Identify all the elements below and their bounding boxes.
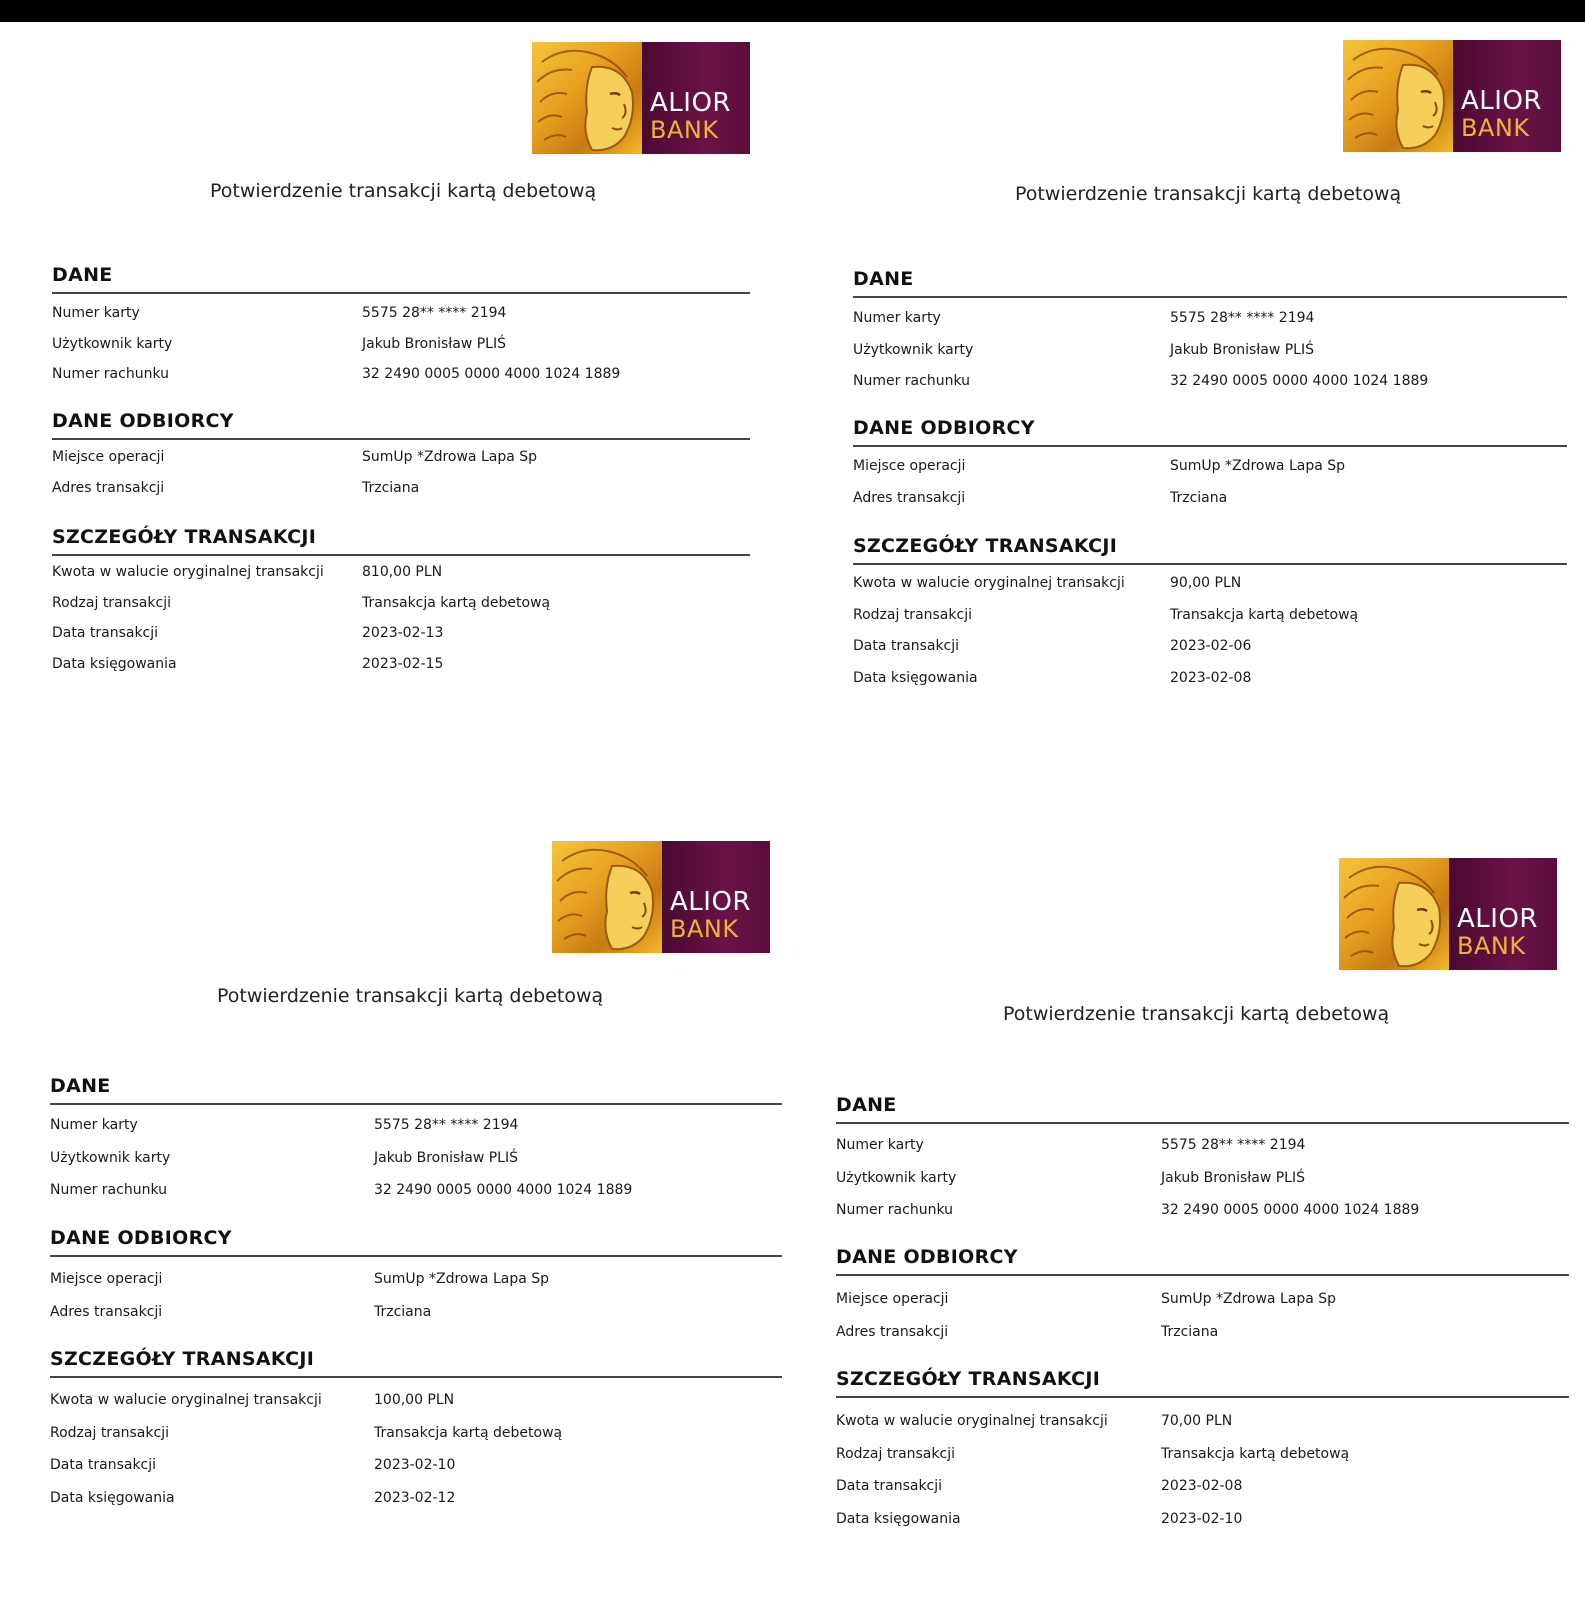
section-divider bbox=[836, 1122, 1569, 1124]
field-label: Miejsce operacji bbox=[853, 458, 966, 474]
field-label: Użytkownik karty bbox=[50, 1149, 171, 1166]
alior-bank-logo bbox=[552, 841, 770, 953]
field-label: Numer rachunku bbox=[52, 366, 170, 382]
section-divider bbox=[836, 1274, 1569, 1276]
field-label: Numer karty bbox=[853, 310, 941, 326]
field-value: SumUp *Zdrowa Lapa Sp bbox=[1170, 458, 1346, 474]
section-heading: DANE ODBIORCY bbox=[50, 1227, 232, 1249]
section-heading: DANE bbox=[50, 1075, 111, 1097]
field-value: 810,00 PLN bbox=[362, 564, 443, 580]
field-label: Rodzaj transakcji bbox=[50, 1424, 169, 1441]
field-value: 2023-02-15 bbox=[362, 655, 444, 672]
field-label: Rodzaj transakcji bbox=[853, 606, 972, 623]
field-label: Numer rachunku bbox=[836, 1202, 954, 1218]
field-value: 2023-02-12 bbox=[374, 1489, 456, 1506]
receipt-title: Potwierdzenie transakcji kartą debetową bbox=[217, 985, 604, 1007]
section-heading: SZCZEGÓŁY TRANSAKCJI bbox=[853, 535, 1118, 557]
field-label: Numer karty bbox=[50, 1117, 138, 1133]
field-label: Kwota w walucie oryginalnej transakcji bbox=[836, 1413, 1108, 1429]
field-value: SumUp *Zdrowa Lapa Sp bbox=[374, 1271, 550, 1287]
top-black-bar bbox=[0, 0, 1585, 22]
field-label: Data księgowania bbox=[836, 1510, 961, 1527]
field-label: Numer rachunku bbox=[853, 373, 971, 389]
field-label: Data księgowania bbox=[52, 655, 177, 672]
field-label: Data transakcji bbox=[853, 638, 960, 654]
field-value: Transakcja kartą debetową bbox=[362, 594, 551, 611]
field-value: 5575 28** **** 2194 bbox=[1161, 1137, 1306, 1153]
logo-word-alior: ALIOR bbox=[670, 887, 751, 917]
alior-bank-logo bbox=[532, 42, 750, 154]
field-value: Trzciana bbox=[1170, 489, 1228, 506]
receipt-title: Potwierdzenie transakcji kartą debetową bbox=[1003, 1003, 1390, 1025]
field-value: 32 2490 0005 0000 4000 1024 1889 bbox=[374, 1182, 633, 1198]
logo-word-alior: ALIOR bbox=[650, 88, 731, 118]
receipt-title: Potwierdzenie transakcji kartą debetową bbox=[1015, 183, 1402, 205]
logo-word-bank: BANK bbox=[1461, 114, 1530, 142]
section-divider bbox=[50, 1103, 782, 1105]
section-heading: SZCZEGÓŁY TRANSAKCJI bbox=[52, 526, 317, 548]
field-label: Miejsce operacji bbox=[836, 1291, 949, 1307]
field-value: Trzciana bbox=[362, 479, 420, 496]
field-value: 5575 28** **** 2194 bbox=[1170, 310, 1315, 326]
field-label: Data księgowania bbox=[853, 669, 978, 686]
field-label: Data transakcji bbox=[50, 1457, 157, 1473]
field-label: Adres transakcji bbox=[836, 1323, 949, 1340]
logo-word-alior: ALIOR bbox=[1461, 86, 1542, 116]
field-value: Jakub Bronisław PLIŚ bbox=[362, 335, 506, 352]
field-label: Użytkownik karty bbox=[52, 335, 173, 352]
field-label: Kwota w walucie oryginalnej transakcji bbox=[853, 575, 1125, 591]
field-value: Transakcja kartą debetową bbox=[374, 1424, 563, 1441]
field-label: Numer rachunku bbox=[50, 1182, 168, 1198]
field-value: 32 2490 0005 0000 4000 1024 1889 bbox=[362, 366, 621, 382]
field-label: Data transakcji bbox=[836, 1478, 943, 1494]
field-value: 2023-02-08 bbox=[1161, 1478, 1243, 1494]
field-value: 90,00 PLN bbox=[1170, 575, 1242, 591]
field-label: Rodzaj transakcji bbox=[836, 1445, 955, 1462]
section-heading: SZCZEGÓŁY TRANSAKCJI bbox=[50, 1348, 315, 1370]
field-label: Numer karty bbox=[52, 305, 140, 321]
logo-word-bank: BANK bbox=[650, 116, 719, 144]
field-label: Data transakcji bbox=[52, 625, 159, 641]
field-value: 2023-02-13 bbox=[362, 625, 444, 641]
field-value: Jakub Bronisław PLIŚ bbox=[374, 1149, 518, 1166]
field-value: 5575 28** **** 2194 bbox=[362, 305, 507, 321]
section-divider bbox=[836, 1396, 1569, 1398]
section-divider bbox=[52, 554, 750, 556]
section-divider bbox=[853, 563, 1567, 565]
section-divider bbox=[50, 1255, 782, 1257]
field-value: Trzciana bbox=[374, 1303, 432, 1320]
logo-word-alior: ALIOR bbox=[1457, 904, 1538, 934]
section-divider bbox=[52, 438, 750, 440]
section-divider bbox=[853, 445, 1567, 447]
field-value: 2023-02-06 bbox=[1170, 638, 1252, 654]
field-label: Kwota w walucie oryginalnej transakcji bbox=[52, 564, 324, 580]
field-value: 32 2490 0005 0000 4000 1024 1889 bbox=[1170, 373, 1429, 389]
logo-head-emblem bbox=[532, 42, 642, 154]
field-value: 100,00 PLN bbox=[374, 1392, 455, 1408]
section-divider bbox=[50, 1376, 782, 1378]
field-label: Adres transakcji bbox=[853, 489, 966, 506]
field-label: Miejsce operacji bbox=[50, 1271, 163, 1287]
field-label: Data księgowania bbox=[50, 1489, 175, 1506]
logo-word-bank: BANK bbox=[670, 915, 739, 943]
field-label: Adres transakcji bbox=[50, 1303, 163, 1320]
field-label: Adres transakcji bbox=[52, 479, 165, 496]
field-value: 5575 28** **** 2194 bbox=[374, 1117, 519, 1133]
field-label: Rodzaj transakcji bbox=[52, 594, 171, 611]
field-label: Kwota w walucie oryginalnej transakcji bbox=[50, 1392, 322, 1408]
section-divider bbox=[853, 296, 1567, 298]
field-label: Numer karty bbox=[836, 1137, 924, 1153]
alior-bank-logo bbox=[1343, 40, 1561, 152]
field-value: 2023-02-08 bbox=[1170, 669, 1252, 686]
field-value: 2023-02-10 bbox=[1161, 1510, 1243, 1527]
field-value: Trzciana bbox=[1161, 1323, 1219, 1340]
field-value: 70,00 PLN bbox=[1161, 1413, 1233, 1429]
field-label: Użytkownik karty bbox=[836, 1169, 957, 1186]
logo-head-emblem bbox=[552, 841, 662, 953]
section-divider bbox=[52, 292, 750, 294]
field-value: SumUp *Zdrowa Lapa Sp bbox=[1161, 1291, 1337, 1307]
receipt-title: Potwierdzenie transakcji kartą debetową bbox=[210, 180, 597, 202]
section-heading: DANE ODBIORCY bbox=[52, 410, 234, 432]
section-heading: DANE bbox=[52, 264, 113, 286]
alior-bank-logo bbox=[1339, 858, 1557, 970]
field-label: Użytkownik karty bbox=[853, 341, 974, 358]
logo-head-emblem bbox=[1339, 858, 1449, 970]
section-heading: DANE ODBIORCY bbox=[836, 1246, 1018, 1268]
section-heading: DANE bbox=[853, 268, 914, 290]
field-value: 2023-02-10 bbox=[374, 1457, 456, 1473]
section-heading: DANE ODBIORCY bbox=[853, 417, 1035, 439]
logo-head-emblem bbox=[1343, 40, 1453, 152]
field-value: SumUp *Zdrowa Lapa Sp bbox=[362, 449, 538, 465]
field-value: Transakcja kartą debetową bbox=[1170, 606, 1359, 623]
section-heading: SZCZEGÓŁY TRANSAKCJI bbox=[836, 1368, 1101, 1390]
logo-word-bank: BANK bbox=[1457, 932, 1526, 960]
section-heading: DANE bbox=[836, 1094, 897, 1116]
field-label: Miejsce operacji bbox=[52, 449, 165, 465]
field-value: Jakub Bronisław PLIŚ bbox=[1170, 341, 1314, 358]
field-value: Jakub Bronisław PLIŚ bbox=[1161, 1169, 1305, 1186]
field-value: Transakcja kartą debetową bbox=[1161, 1445, 1350, 1462]
field-value: 32 2490 0005 0000 4000 1024 1889 bbox=[1161, 1202, 1420, 1218]
